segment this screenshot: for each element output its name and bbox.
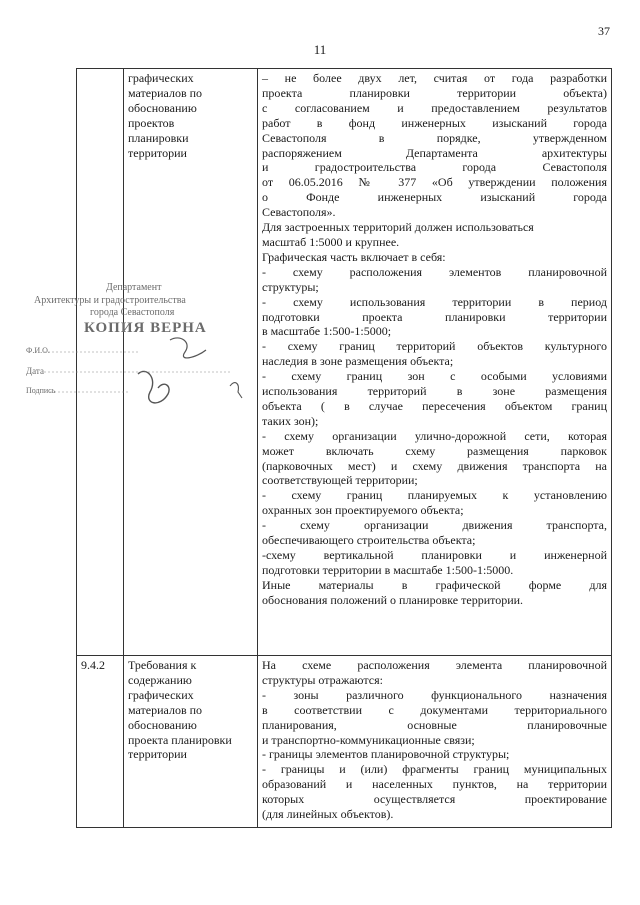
content-line: - схему границ территорий объектов культурного	[262, 339, 607, 354]
content-line: от 06.05.2016 № 377 «Об утверждении положения	[262, 175, 607, 190]
row-number: 9.4.2	[81, 658, 105, 672]
content-line: работ в фонд инженерных изысканий города	[262, 115, 607, 130]
content-line: охранных зон проектируемого объекта;	[262, 503, 464, 518]
stamp-line: Архитектуры и градостроительства	[34, 295, 186, 306]
requirements-table	[76, 68, 612, 828]
row-content-cell	[258, 656, 612, 828]
content-line: объекта ( в случае пересечения объектом границ	[262, 398, 607, 413]
content-line: - схему расположения элементов планировочной	[262, 264, 607, 279]
content-line: – не более двух лет, считая от года разработки	[262, 71, 607, 85]
content-line: - границы и (или) фрагменты границ муниципальных	[262, 762, 607, 777]
title-line: обоснованию	[128, 717, 197, 732]
title-line: материалов по	[128, 702, 203, 717]
content-line: - схему использования территории в период	[262, 294, 607, 309]
row-number-cell	[77, 656, 124, 828]
page-number-center: 11	[313, 42, 327, 57]
content-line: с согласованием и предоставлением результатов	[262, 100, 607, 115]
content-line: (парковочных мест) и схему движения транспорта на	[262, 458, 607, 473]
content-line: и градостроительства города Севастополя	[262, 160, 607, 175]
title-line: территории	[128, 145, 187, 160]
content-line: - схему организации движения транспорта,	[262, 518, 607, 533]
stamp-field-signature: Подпись	[26, 386, 56, 395]
content-line: Севастополя».	[262, 205, 336, 220]
content-line: - зоны различного функционального назначения	[262, 687, 607, 702]
page-number-right: 37	[598, 24, 610, 38]
stamp-copy-title: КОПИЯ ВЕРНА	[84, 320, 207, 336]
content-line: структуры отражаются:	[262, 672, 383, 687]
content-line: (для линейных объектов).	[262, 807, 394, 822]
content-line: - схему границ планируемых к установлению	[262, 488, 607, 503]
content-line: в масштабе 1:500-1:5000;	[262, 324, 392, 339]
content-line: - границы элементов планировочной структуры;	[262, 747, 510, 762]
content-line: использования территорий в зоне размещения	[262, 384, 607, 399]
content-line: обоснования положений о планировке территории.	[262, 592, 524, 607]
content-line: распоряжением Департамента архитектуры	[262, 145, 607, 160]
stamp-field-date: Дата	[26, 366, 44, 376]
copy-certification-stamp	[20, 282, 250, 442]
row-content-cell	[258, 69, 612, 656]
content-line: наследия в зоне размещения объекта;	[262, 354, 454, 369]
content-line: о Фонде инженерных изысканий города	[262, 190, 607, 205]
stamp-field-name: Ф.И.О.	[26, 346, 50, 355]
title-line: графических	[128, 687, 194, 702]
content-line: образований и населенных пунктов, на территории	[262, 777, 607, 792]
content-line: соответствующей территории;	[262, 473, 418, 488]
title-line: обоснованию	[128, 100, 197, 115]
stamp-line: города Севастополя	[90, 307, 175, 318]
content-line: которых осуществляется проектирование	[262, 792, 607, 807]
stamp-line: Департамент	[106, 282, 162, 293]
content-line: планирования, основные планировочные	[262, 717, 607, 732]
content-line: Для застроенных территорий должен использоваться	[262, 220, 534, 235]
content-line: может включать схему размещения парковок	[262, 443, 607, 458]
content-line: - схему организации улично-дорожной сети, которая	[262, 428, 607, 443]
title-line: Требования к	[128, 658, 197, 672]
content-line: подготовки территории в масштабе 1:500-1:5000.	[262, 562, 514, 577]
title-line: проектов	[128, 115, 175, 130]
content-line: таких зон);	[262, 413, 319, 428]
content-line: Иные материалы в графической форме для	[262, 577, 607, 592]
title-line: графических	[128, 71, 194, 85]
content-line: Севастополя в порядке, утвержденном	[262, 130, 607, 145]
content-line: -схему вертикальной планировки и инженерной	[262, 548, 607, 562]
content-line: проекта планировки территории объекта)	[262, 85, 607, 100]
title-line: содержанию	[128, 672, 192, 687]
content-line: На схеме расположения элемента планировочной	[262, 658, 607, 672]
title-line: материалов по	[128, 85, 203, 100]
title-line: проекта планировки	[128, 732, 232, 747]
content-line: в соответствии с документами территориального	[262, 702, 607, 717]
title-line: территории	[128, 747, 187, 762]
content-line: - схему границ зон с особыми условиями	[262, 369, 607, 384]
content-line: Графическая часть включает в себя:	[262, 249, 446, 264]
content-line: масштаб 1:5000 и крупнее.	[262, 234, 400, 249]
stamp-signature-graphic	[20, 282, 250, 442]
row-title-cell	[124, 656, 258, 828]
content-line: и транспортно-коммуникационные связи;	[262, 732, 475, 747]
content-line: структуры;	[262, 279, 319, 294]
table-row	[77, 656, 612, 828]
title-line: планировки	[128, 130, 189, 145]
content-line: подготовки проекта планировки территории	[262, 309, 607, 324]
content-line: обеспечивающего строительства объекта;	[262, 533, 476, 548]
